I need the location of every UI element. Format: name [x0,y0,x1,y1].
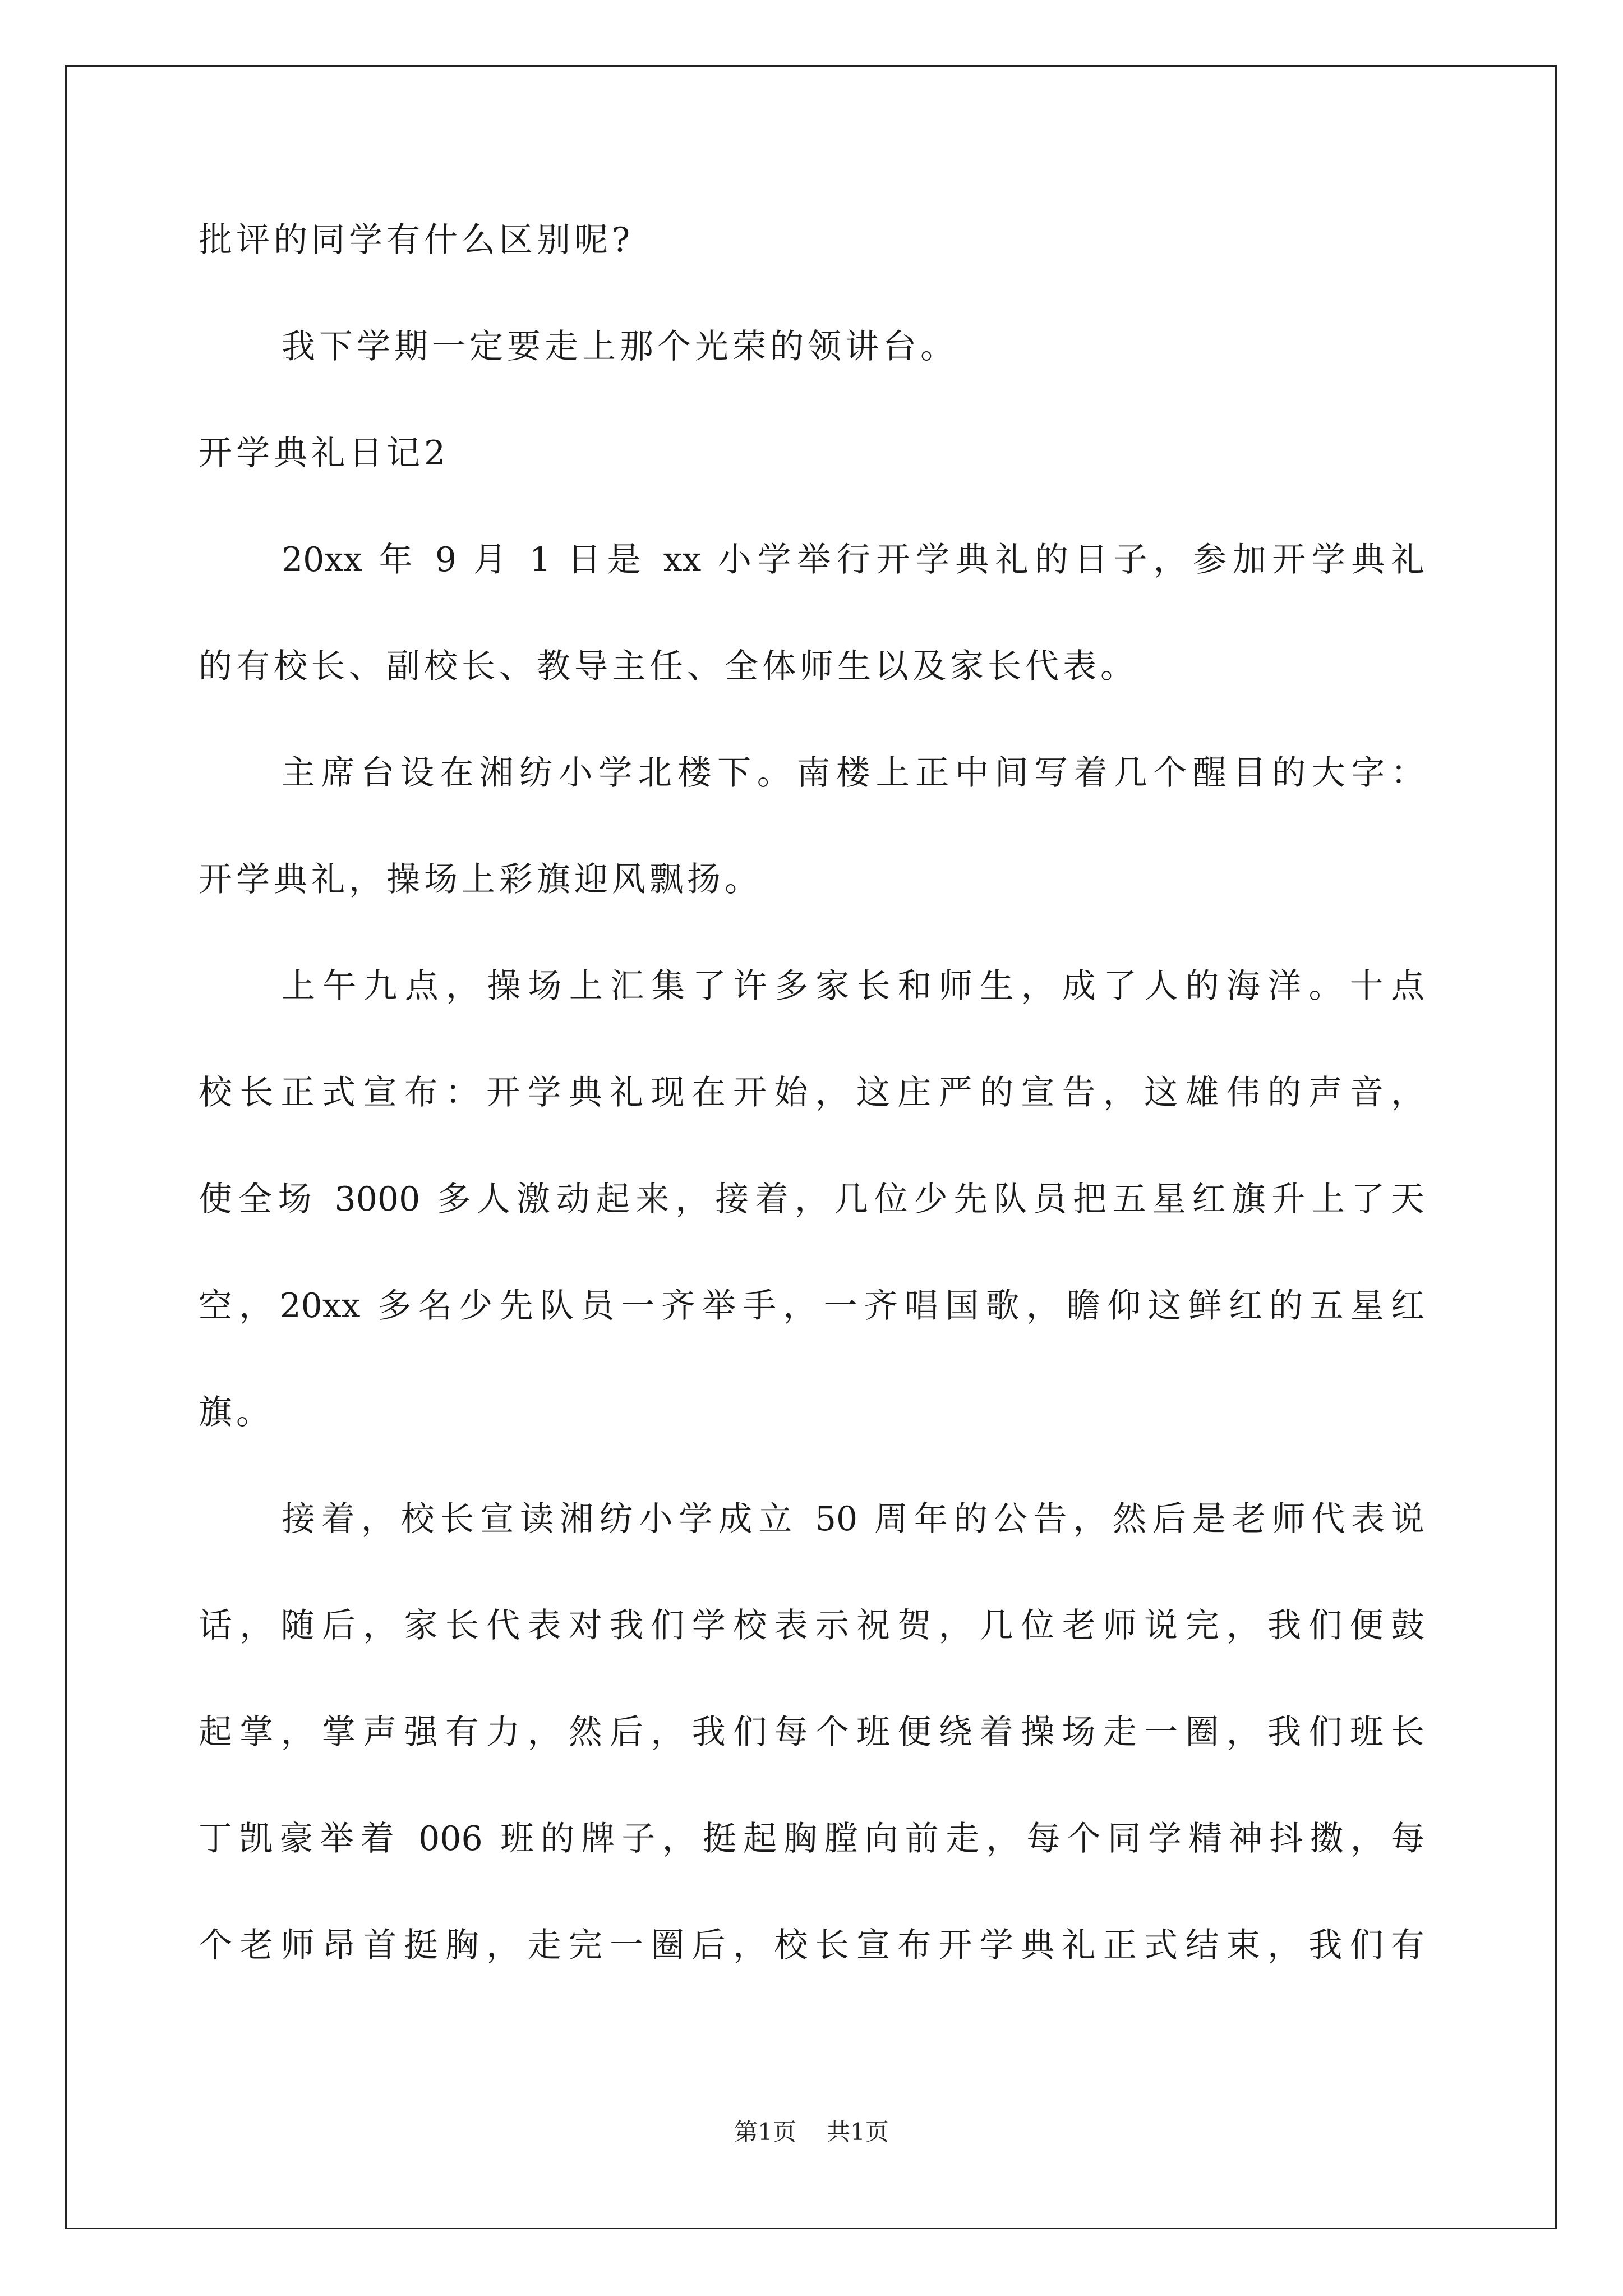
text-line: 主席台设在湘纺小学北楼下。南楼上正中间写着几个醒目的大字： [282,753,1424,793]
text-line: 空，20xx 多名少先队员一齐举手，一齐唱国歌，瞻仰这鲜红的五星红 [199,1286,1424,1326]
text-line: 话，随后，家长代表对我们学校表示祝贺，几位老师说完，我们便鼓 [199,1606,1424,1645]
text-line: 开学典礼，操场上彩旗迎风飘扬。 [199,860,762,899]
text-line: 我下学期一定要走上那个光荣的领讲台。 [282,327,958,366]
page-number: 第1页 [734,2118,796,2146]
document-body [199,206,1424,2018]
text-line: 丁凯豪举着 006 班的牌子，挺起胸膛向前走，每个同学精神抖擞，每 [199,1819,1424,1858]
text-line: 20xx 年 9 月 1 日是 xx 小学举行开学典礼的日子，参加开学典礼 [282,540,1424,579]
section-heading: 开学典礼日记2 [199,434,450,473]
text-line: 的有校长、副校长、教导主任、全体师生以及家长代表。 [199,647,1138,686]
page-total: 共1页 [827,2118,889,2146]
text-line: 旗。 [199,1393,274,1432]
page-footer [0,2118,1623,2146]
text-line: 个老师昂首挺胸，走完一圈后，校长宣布开学典礼正式结束，我们有 [199,1926,1424,1965]
text-line: 校长正式宣布：开学典礼现在开始，这庄严的宣告，这雄伟的声音， [199,1073,1424,1112]
text-line: 上午九点，操场上汇集了许多家长和师生，成了人的海洋。十点 [282,967,1424,1006]
text-line: 起掌，掌声强有力，然后，我们每个班便绕着操场走一圈，我们班长 [199,1713,1424,1752]
text-line: 使全场 3000 多人激动起来，接着，几位少先队员把五星红旗升上了天 [199,1180,1424,1219]
text-line: 接着，校长宣读湘纺小学成立 50 周年的公告，然后是老师代表说 [282,1499,1424,1539]
text-line: 批评的同学有什么区别呢? [199,220,634,260]
